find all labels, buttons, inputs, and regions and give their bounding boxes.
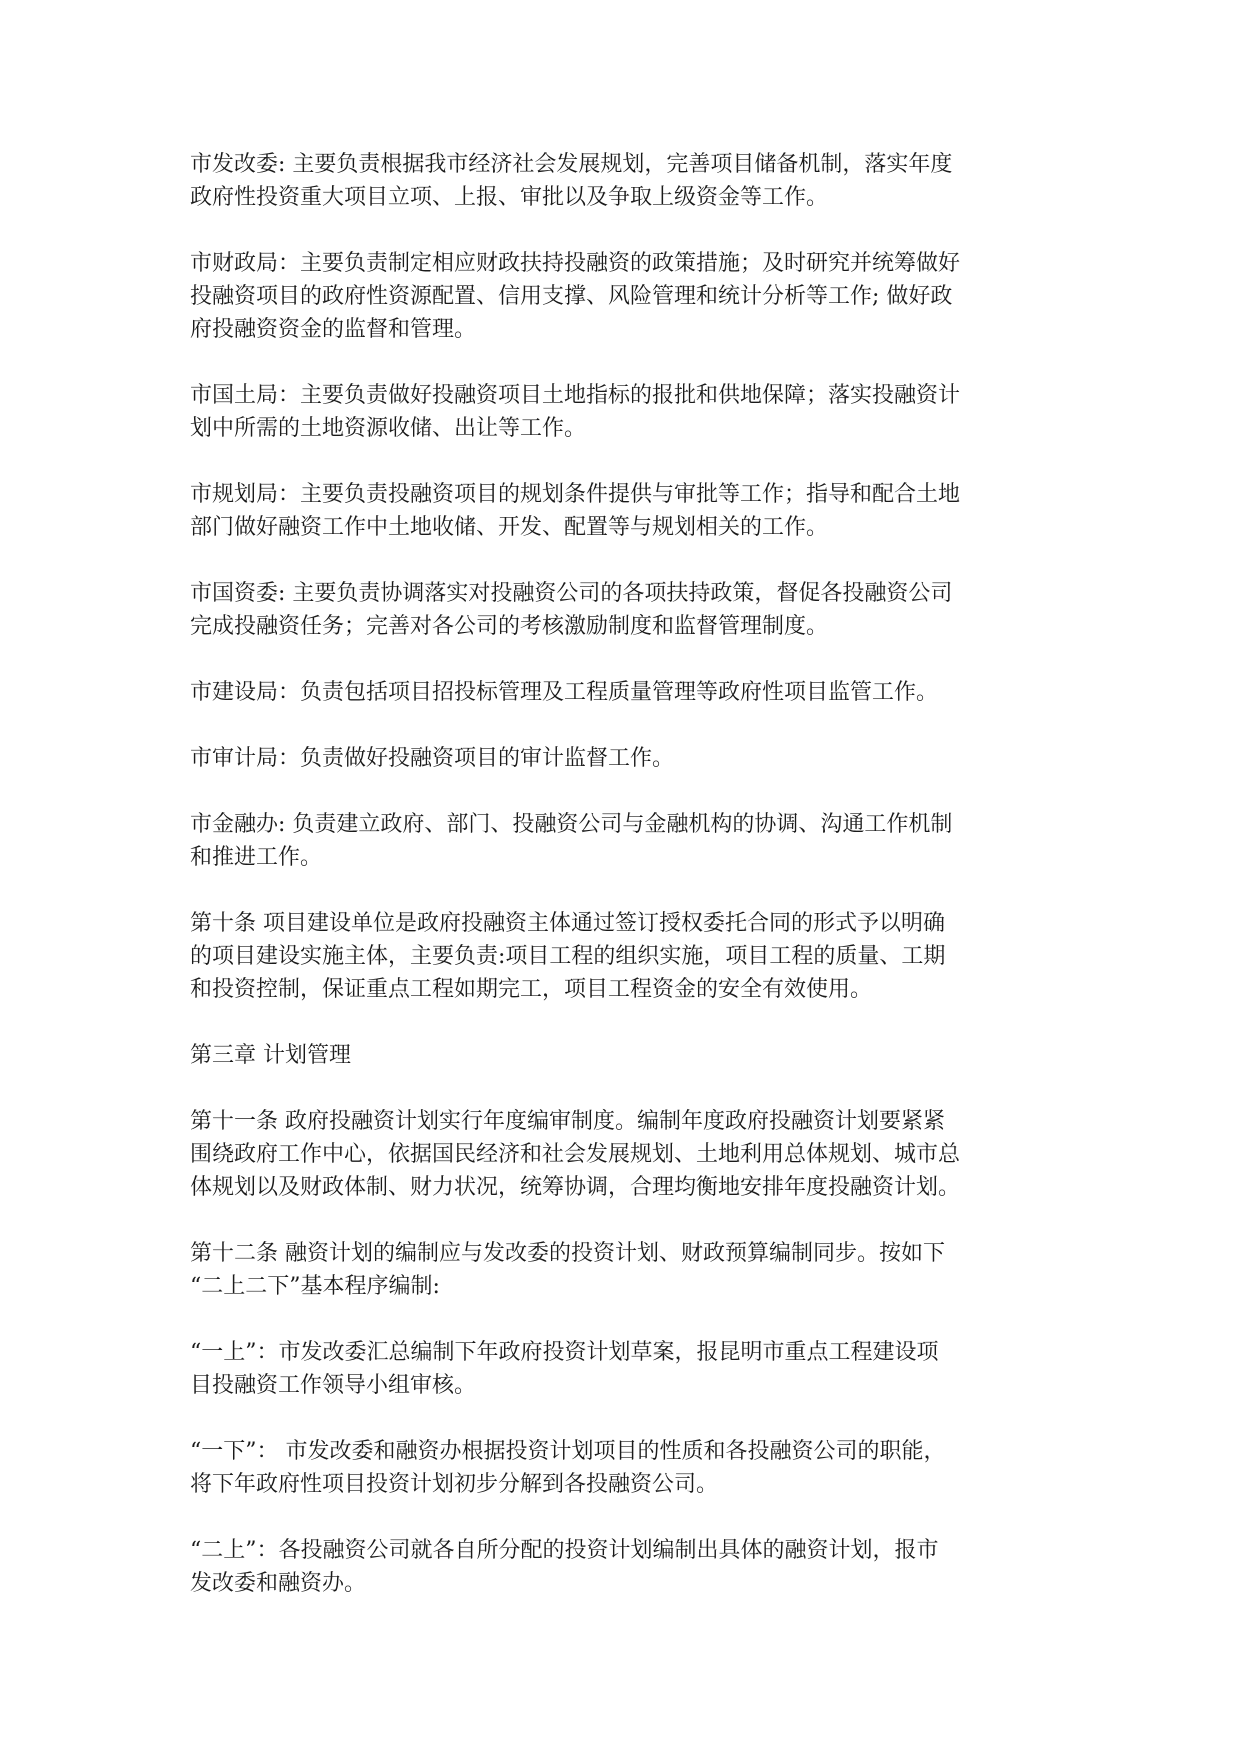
text-line: 第三章 计划管理	[190, 1043, 351, 1068]
chapter-heading	[190, 1039, 1070, 1072]
text-line: 目投融资工作领导小组审核。	[190, 1373, 477, 1398]
text-line: 和投资控制，保证重点工程如期完工，项目工程资金的安全有效使用。	[190, 977, 873, 1002]
text-line: 市建设局：负责包括项目招投标管理及工程质量管理等政府性项目监管工作。	[190, 680, 939, 705]
paragraph-first-down	[190, 1435, 1070, 1501]
text-line: 的项目建设实施主体，主要负责:项目工程的组织实施，项目工程的质量、工期	[190, 944, 946, 969]
document-body	[190, 148, 1070, 1633]
paragraph-land-bureau	[190, 379, 1070, 445]
text-line: 划中所需的土地资源收储、出让等工作。	[190, 416, 587, 441]
paragraph-article-10	[190, 907, 1070, 1006]
text-line: 体规划以及财政体制、财力状况，统筹协调，合理均衡地安排年度投融资计划。	[190, 1175, 961, 1200]
text-line: 市审计局：负责做好投融资项目的审计监督工作。	[190, 746, 675, 771]
text-line: 和推进工作。	[190, 845, 323, 870]
paragraph-construction-bureau	[190, 676, 1070, 709]
text-line: 投融资项目的政府性资源配置、信用支撑、风险管理和统计分析等工作; 做好政	[190, 284, 953, 309]
text-line: “二上”：各投融资公司就各自所分配的投资计划编制出具体的融资计划，报市	[190, 1538, 939, 1563]
paragraph-finance-office	[190, 808, 1070, 874]
text-line: 市发改委: 主要负责根据我市经济社会发展规划，完善项目储备机制，落实年度	[190, 152, 953, 177]
text-line: 市财政局：主要负责制定相应财政扶持投融资的政策措施；及时研究并统筹做好	[190, 251, 961, 276]
paragraph-article-11	[190, 1105, 1070, 1204]
paragraph-audit-bureau	[190, 742, 1070, 775]
text-line: 政府性投资重大项目立项、上报、审批以及争取上级资金等工作。	[190, 185, 829, 210]
text-line: 市国资委: 主要负责协调落实对投融资公司的各项扶持政策，督促各投融资公司	[190, 581, 953, 606]
text-line: 第十一条 政府投融资计划实行年度编审制度。编制年度政府投融资计划要紧紧	[190, 1109, 945, 1134]
paragraph-first-up	[190, 1336, 1070, 1402]
text-line: 市国土局：主要负责做好投融资项目土地指标的报批和供地保障；落实投融资计	[190, 383, 961, 408]
text-line: “二上二下”基本程序编制:	[190, 1274, 440, 1299]
text-line: 第十二条 融资计划的编制应与发改委的投资计划、财政预算编制同步。按如下	[190, 1241, 945, 1266]
text-line: 府投融资资金的监督和管理。	[190, 317, 477, 342]
paragraph-finance-bureau	[190, 247, 1070, 346]
paragraph-article-12	[190, 1237, 1070, 1303]
text-line: 第十条 项目建设单位是政府投融资主体通过签订授权委托合同的形式予以明确	[190, 911, 945, 936]
paragraph-development-reform-commission	[190, 148, 1070, 214]
paragraph-state-assets-commission	[190, 577, 1070, 643]
text-line: 部门做好融资工作中土地收储、开发、配置等与规划相关的工作。	[190, 515, 829, 540]
text-line: “一下”： 市发改委和融资办根据投资计划项目的性质和各投融资公司的职能，	[190, 1439, 946, 1464]
text-line: 围绕政府工作中心，依据国民经济和社会发展规划、土地利用总体规划、城市总	[190, 1142, 961, 1167]
text-line: 将下年政府性项目投资计划初步分解到各投融资公司。	[190, 1472, 719, 1497]
paragraph-planning-bureau	[190, 478, 1070, 544]
text-line: “一上”：市发改委汇总编制下年政府投资计划草案，报昆明市重点工程建设项	[190, 1340, 939, 1365]
text-line: 完成投融资任务；完善对各公司的考核激励制度和监督管理制度。	[190, 614, 829, 639]
text-line: 市规划局：主要负责投融资项目的规划条件提供与审批等工作；指导和配合土地	[190, 482, 961, 507]
text-line: 发改委和融资办。	[190, 1571, 367, 1596]
paragraph-second-up	[190, 1534, 1070, 1600]
text-line: 市金融办: 负责建立政府、部门、投融资公司与金融机构的协调、沟通工作机制	[190, 812, 953, 837]
